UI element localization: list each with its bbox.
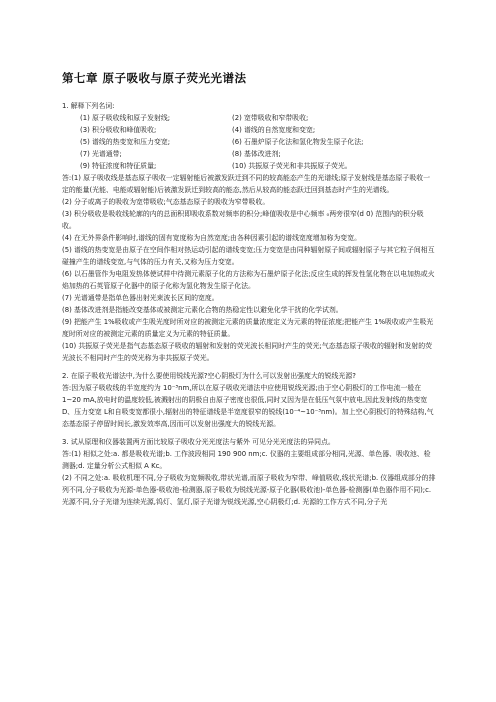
answer-paragraph: (7) 光谱通带是指单色器出射光束波长区间的宽度。 [62, 294, 219, 302]
term-item: (5) 谱线的热变宽和压力变宽; [80, 138, 171, 146]
term-item: (2) 宽带吸收和窄带吸收; [232, 114, 309, 122]
term-item: (10) 共振原子荧光和非共振原子荧光。 [232, 162, 352, 170]
question-3-title: 3. 试从原理和仪器装置两方面比较原子吸收分光光度法与紫外 可见分光光度法的异同点。 [62, 438, 335, 446]
term-item: (8) 基体改进剂; [232, 150, 281, 158]
question-2-title: 2. 在原子吸收光谱法中,为什么要使用锐线光源?空心阴极灯为什么可以发射出强度大的锐线光源? [62, 372, 356, 380]
answer-paragraph: (5) 谱线的热变宽是由原子在空间作相对热运动引起的谱线变宽;压力变宽是由同种辐射原子间或辐射原子与其它粒子间相互碰撞产生的谱线变宽,与气体的压力有关,又称为压力变宽。 [62, 246, 435, 266]
answer-paragraph: (3) 积分吸收是吸收线轮廓的内的总面积即吸收系数对频率的积分;峰值吸收是中心频率 ₀两旁很窄(d 0) 范围内的积分吸收。 [62, 210, 424, 230]
answer-paragraph: 答:(1) 相似之处:a. 都是吸收光谱;b. 工作波段相同 190 900 nm;c. 仪器的主要组成部分相同,光源、单色器、吸收池、检测器;d. 定量分析公式相似 A Kc。 [62, 450, 431, 470]
chapter-title: 第七章 原子吸收与原子荧光光谱法 [62, 71, 247, 85]
answer-paragraph: 答:(1) 原子吸收线是基态原子吸收一定辐射能后被激发跃迁到不同的较高能态产生的光谱线;原子发射线是基态原子吸收一定的能量(光能、电能或辐射能)后被激发跃迁到较高的能态,然后从较高的能态跃迁回到基态时产生的光谱线。 [62, 174, 431, 194]
answer-paragraph: (4) 在无外界条件影响时,谱线的固有宽度称为自然宽度;由各种因素引起的谱线宽度增加称为变宽。 [62, 234, 361, 242]
answer-paragraph: (2) 分子或离子的吸收为宽带吸收;气态基态原子的吸收为窄带吸收。 [62, 198, 270, 206]
answer-paragraph: (6) 以石墨管作为电阻发热体使试样中待测元素原子化的方法称为石墨炉原子化法;反应生成的挥发性氢化物在以电加热或火焰加热的石英管原子化器中的原子化称为氢化物发生原子化法。 [62, 270, 435, 290]
answer-paragraph: 答:因为原子吸收线的半宽度约为 10⁻³nm,所以在原子吸收光谱法中应使用锐线光源;由于空心阴极灯的工作电流一般在 1~20 mA,放电时的温度较低,被溅射出的阴极自由原子密度也很低,同时又因为是在低压气氛中放电,因此发射线的热变宽 D、压力变宽 L和自吸变宽都很小,辐射出的特征谱线是半宽度很窄的锐线(10⁻⁴~10⁻³nm)。加上空心阴极灯的特殊结构,气态基态原子停留时间长,激发效率高,因而可以发射出强度大的锐线光源。 [62, 384, 434, 428]
term-list [62, 112, 436, 172]
term-item: (6) 石墨炉原子化法和氢化物发生原子化法; [232, 138, 364, 146]
term-item: (7) 光谱通带; [80, 150, 122, 158]
term-item: (4) 谱线的自然宽度和变宽; [232, 126, 316, 134]
answer-paragraph: (9) 把能产生 1%吸收或产生吸光度时所对应的被测定元素的质量浓度定义为元素的特征浓度;把能产生 1%吸收或产生吸光度时所对应的被测定元素的质量定义为元素的特征质量。 [62, 318, 434, 338]
term-item: (1) 原子吸收线和原子发射线; [80, 114, 171, 122]
term-item: (9) 特征浓度和特征质量; [80, 162, 157, 170]
question-1-title: 1. 解释下列名词: [62, 102, 115, 110]
answer-paragraph: (10) 共振原子荧光是指气态基态原子吸收的辐射和发射的荧光波长相同时产生的荧光;气态基态原子吸收的辐射和发射的荧光波长不相同时产生的荧光称为非共振原子荧光。 [62, 342, 433, 362]
answer-paragraph: (2) 不同之处:a. 吸收机理不同,分子吸收为宽频吸收,带状光谱,而原子吸收为窄带、峰值吸收,线状光谱;b. 仪器组成部分的排列不同,分子吸收为光源-单色器-吸收池-检测器,原子吸收为锐线光源-原子化器(吸收池)-单色器-检测器(单色器作用不同);c. 光源不同,分子光谱为连续光源,钨灯、氢灯,原子光谱为锐线光源,空心阴极灯;d. 光源的工作方式不同,分子光 [62, 474, 436, 506]
answer-paragraph: (8) 基体改进剂是指能改变基体或被测定元素化合物的热稳定性以避免化学干扰的化学试剂。 [62, 306, 343, 314]
term-item: (3) 积分吸收和峰值吸收; [80, 126, 157, 134]
document-body [62, 100, 436, 508]
